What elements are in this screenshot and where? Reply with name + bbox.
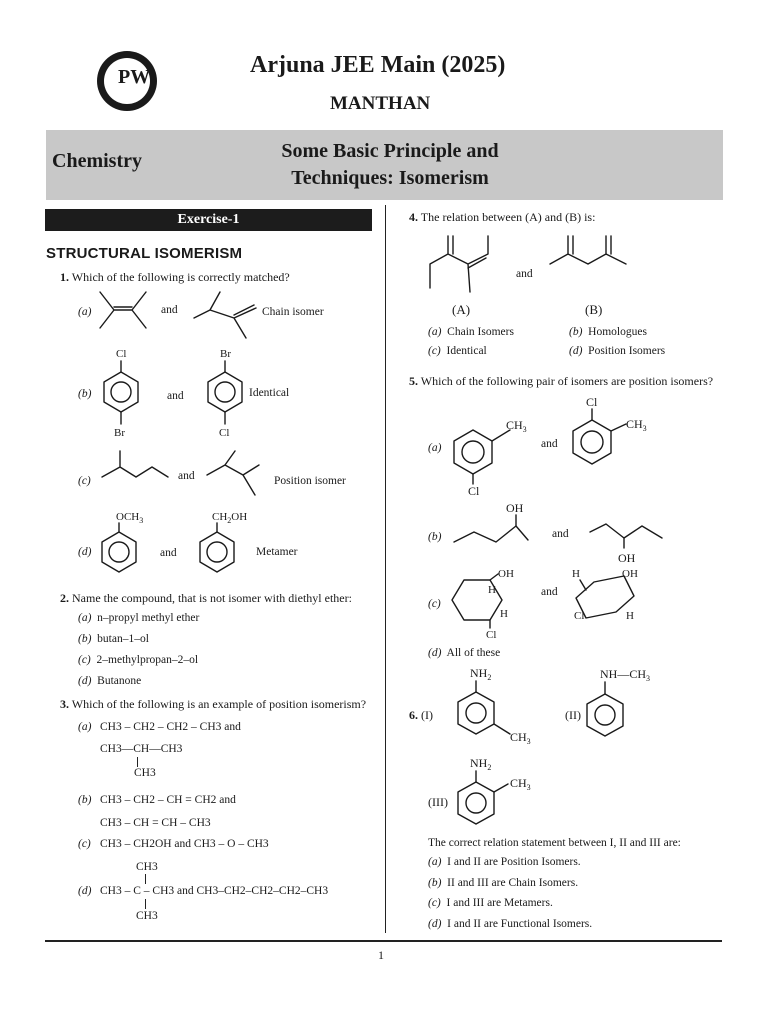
page-number: 1 <box>378 948 384 962</box>
q6-option-b: (b) II and III are Chain Isomers. <box>428 877 579 889</box>
q1-number: 1. <box>60 270 69 284</box>
q1c-structure-1 <box>100 449 170 489</box>
q1-text: Which of the following is correctly matched? <box>71 270 290 284</box>
footer-rule <box>45 940 722 942</box>
q3-a-bond <box>137 757 138 767</box>
q2-stem <box>60 591 352 606</box>
q4-text: The relation between (A) and (B) is: <box>420 210 596 224</box>
q5a-structure-1 <box>450 412 550 502</box>
q5c-and: and <box>541 586 558 598</box>
svg-text:OH: OH <box>618 551 636 565</box>
q5-option-d: (d) All of these <box>428 647 501 659</box>
q5-text: Which of the following pair of isomers are position isomers? <box>420 374 714 388</box>
q6-stem: The correct relation statement between I, II and III are: <box>428 837 681 849</box>
q5-number: 5. <box>409 374 418 388</box>
q2-option-d: (d) Butanone <box>78 675 142 687</box>
svg-text:NH—CH3: $NH—CH_3$ <box>600 667 651 683</box>
svg-text:OH: OH <box>498 568 514 580</box>
svg-text:Cl: Cl <box>486 629 497 641</box>
q1a-structure-2 <box>192 290 262 340</box>
svg-text:Cl: Cl <box>586 395 598 409</box>
svg-text:NH2: $NH_2$ <box>470 666 492 682</box>
column-divider <box>385 205 386 933</box>
topic-title <box>250 138 530 192</box>
q1d-structure-1 <box>100 506 150 578</box>
q6-option-c: (c) I and III are Metamers. <box>428 897 553 909</box>
q3-opt-b: (b) <box>78 794 92 806</box>
q3-b-line1: CH3 – CH2 – CH = CH2 and <box>100 794 236 806</box>
q1c-label: Position isomer <box>274 475 346 487</box>
q1-opt-a: (a) <box>78 306 92 318</box>
svg-text:OH: OH <box>506 501 524 515</box>
svg-text:H: H <box>488 584 496 596</box>
q5-stem <box>409 374 713 389</box>
svg-text:Cl: Cl <box>116 348 127 360</box>
svg-text:Cl: Cl <box>219 427 230 439</box>
q1-stem <box>60 270 290 285</box>
exercise-header: Exercise-1 <box>45 209 372 231</box>
q5b-structure-2 <box>588 520 678 570</box>
q4-and: and <box>516 268 533 280</box>
svg-text:CH3: $CH_3$ <box>510 730 531 746</box>
section-heading: STRUCTURAL ISOMERISM <box>46 245 243 262</box>
q4-option-c: (c) Identical <box>428 345 487 357</box>
q2-option-b: (b) butan–1–ol <box>78 633 149 645</box>
svg-text:OCH3: $OCH_3$ <box>116 511 144 525</box>
q3-d-bond-bot <box>145 899 146 909</box>
q3-a-line2: CH3—CH—CH3 <box>100 743 183 755</box>
q1-opt-d: (d) <box>78 546 92 558</box>
q3-d-bot: CH3 <box>136 910 158 922</box>
q4-option-b: (b) Homologues <box>569 326 647 338</box>
q2-option-a: (a) n–propyl methyl ether <box>78 612 200 624</box>
topic-line-2: Techniques: Isomerism <box>291 167 489 189</box>
q5-opt-a: (a) <box>428 442 442 454</box>
q1a-label: Chain isomer <box>262 306 324 318</box>
q6-structure-iii <box>452 754 552 838</box>
q6-option-d: (d) I and II are Functional Isomers. <box>428 918 593 930</box>
doc-subtitle: MANTHAN <box>330 93 431 114</box>
q3-b-line2: CH3 – CH = CH – CH3 <box>100 817 211 829</box>
q6-roman-ii: (II) <box>565 708 581 722</box>
svg-text:OH: OH <box>622 568 638 580</box>
q5a-structure-2 <box>572 392 672 472</box>
q3-c-line1: CH3 – CH2OH and CH3 – O – CH3 <box>100 838 269 850</box>
q5-opt-c: (c) <box>428 598 441 610</box>
svg-text:CH3: $CH_3$ <box>506 418 527 434</box>
q5b-and: and <box>552 528 569 540</box>
q1a-and: and <box>161 304 178 316</box>
svg-text:CH2OH: $CH_2OH$ <box>212 511 248 525</box>
q3-d-bond-top <box>145 874 146 884</box>
svg-text:H: H <box>626 610 634 622</box>
q4-label-b: (B) <box>585 302 603 317</box>
q3-stem <box>60 697 366 712</box>
q5a-and: and <box>541 438 558 450</box>
q4-option-a: (a) Chain Isomers <box>428 326 514 338</box>
svg-text:Br: Br <box>220 348 231 360</box>
svg-text:Cl: Cl <box>468 484 480 498</box>
q2-text: Name the compound, that is not isomer with diethyl ether: <box>72 591 352 605</box>
q4-stem <box>409 210 595 225</box>
q1a-structure-1 <box>98 290 158 340</box>
q2-number: 2. <box>60 591 69 605</box>
doc-title: Arjuna JEE Main (2025) <box>250 52 506 78</box>
q4-option-d: (d) Position Isomers <box>569 345 666 357</box>
q5-opt-b: (b) <box>428 531 442 543</box>
q1b-label: Identical <box>249 387 290 399</box>
svg-text:Br: Br <box>114 427 125 439</box>
q6-stem-i <box>409 708 433 723</box>
q6-roman-i: (I) <box>421 708 433 722</box>
q6-number: 6. <box>409 708 418 722</box>
q5b-structure-1 <box>452 500 542 550</box>
q1b-structure-2 <box>206 348 246 440</box>
q3-a-line1: CH3 – CH2 – CH2 – CH3 and <box>100 721 241 733</box>
q4-structure-a <box>426 234 506 294</box>
svg-text:H: H <box>572 568 580 580</box>
q1b-and: and <box>167 390 184 402</box>
q1c-and: and <box>178 470 195 482</box>
svg-text:CH3: $CH_3$ <box>626 417 647 433</box>
q1d-and: and <box>160 547 177 559</box>
subject-label: Chemistry <box>52 150 142 172</box>
q6-roman-iii: (III) <box>428 795 448 809</box>
q1-opt-c: (c) <box>78 475 91 487</box>
q3-opt-d: (d) <box>78 885 92 897</box>
q4-number: 4. <box>409 210 418 224</box>
q1d-label: Metamer <box>256 546 298 558</box>
svg-text:Cl: Cl <box>574 610 585 622</box>
q5c-structure-2 <box>572 564 672 624</box>
q4-label-a: (A) <box>452 302 471 317</box>
q6-structure-i <box>452 664 542 748</box>
q3-opt-c: (c) <box>78 838 91 850</box>
q3-a-line3: CH3 <box>134 767 156 779</box>
q1c-structure-2 <box>205 449 275 499</box>
svg-text:NH2: $NH_2$ <box>470 756 492 772</box>
q6-option-a: (a) I and II are Position Isomers. <box>428 856 581 868</box>
pw-logo <box>96 50 158 112</box>
q1d-structure-2 <box>198 506 258 578</box>
q3-text: Which of the following is an example of position isomerism? <box>71 697 367 711</box>
svg-text:CH3: $CH_3$ <box>510 776 531 792</box>
q1-opt-b: (b) <box>78 388 92 400</box>
q4-structure-b <box>548 234 638 284</box>
q3-d-top: CH3 <box>136 861 158 873</box>
topic-line-1: Some Basic Principle and <box>281 140 499 162</box>
q3-d-mid: CH3 – C – CH3 and CH3–CH2–CH2–CH2–CH3 <box>100 885 329 897</box>
q6-structure-ii <box>582 664 672 744</box>
logo-letter-p: PW <box>118 66 151 88</box>
q1b-structure-1 <box>102 348 142 440</box>
q3-number: 3. <box>60 697 69 711</box>
svg-text:H: H <box>500 608 508 620</box>
q2-option-c: (c) 2–methylpropan–2–ol <box>78 654 199 666</box>
q5c-structure-1 <box>452 564 532 646</box>
q3-opt-a: (a) <box>78 721 92 733</box>
